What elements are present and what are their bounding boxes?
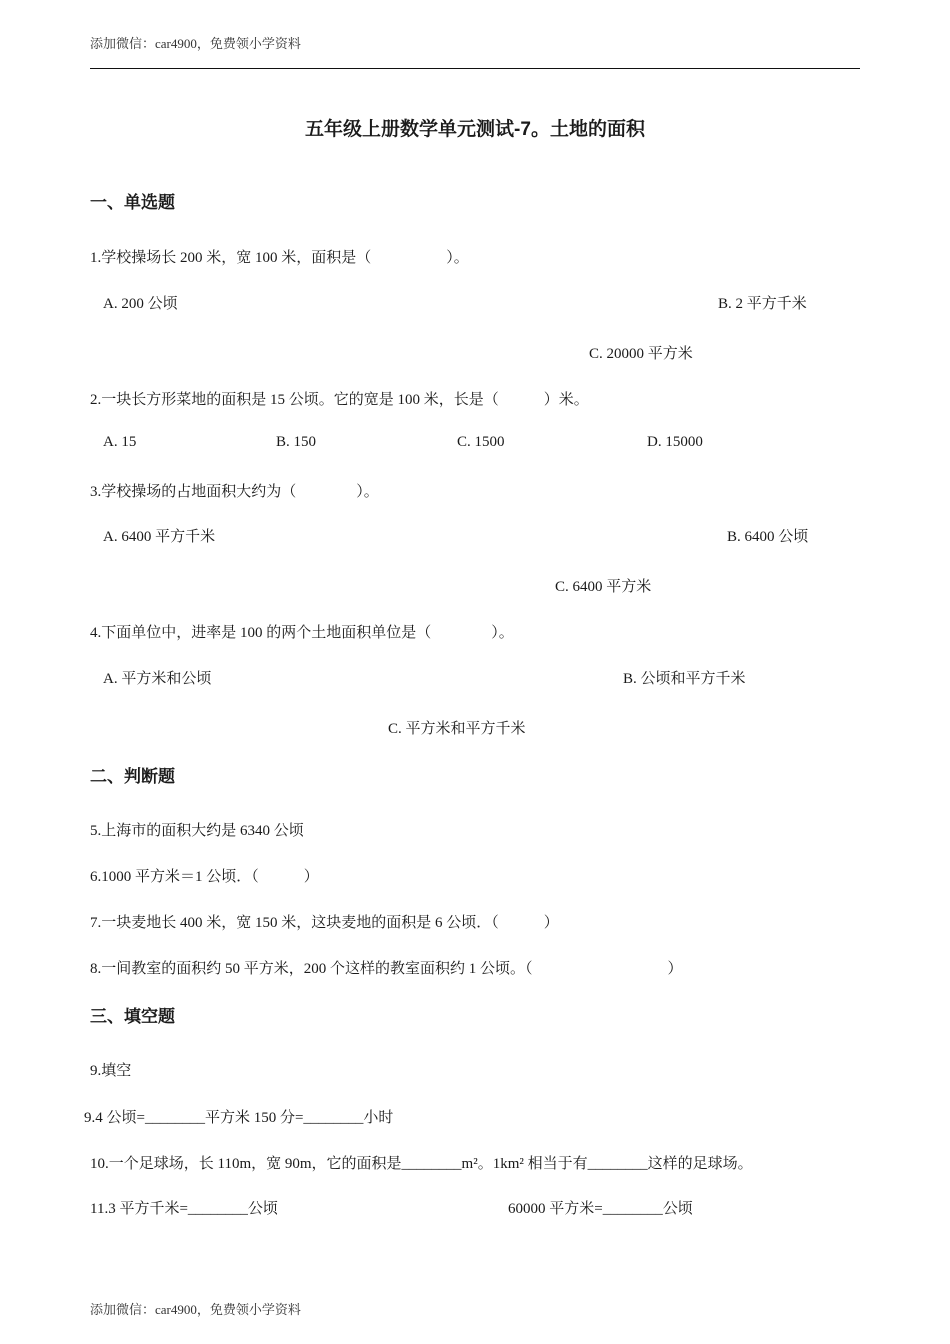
- q4-option-a: A. 平方米和公顷: [103, 671, 212, 687]
- page-title: 五年级上册数学单元测试-7。土地的面积: [305, 119, 645, 140]
- question-7: 7.一块麦地长 400 米，宽 150 米，这块麦地的面积是 6 公顷．（ ）: [90, 915, 559, 931]
- q2-option-d: D. 15000: [647, 434, 703, 450]
- question-5: 5.上海市的面积大约是 6340 公顷: [90, 823, 304, 839]
- question-3: 3.学校操场的占地面积大约为（ ）。: [90, 484, 379, 500]
- question-2: 2.一块长方形菜地的面积是 15 公顷。它的宽是 100 米，长是（ ）米。: [90, 392, 589, 408]
- q4-option-b: B. 公顷和平方千米: [623, 671, 746, 687]
- section-heading-single-choice: 一、单选题: [90, 193, 175, 212]
- question-9-blanks: 9.4 公顷=________平方米 150 分=________小时: [84, 1110, 394, 1126]
- q4-option-c: C. 平方米和平方千米: [388, 721, 526, 737]
- q3-option-a: A. 6400 平方千米: [103, 529, 216, 545]
- question-1: 1.学校操场长 200 米，宽 100 米，面积是（ ）。: [90, 250, 469, 266]
- question-6: 6.1000 平方米＝1 公顷．（ ）: [90, 869, 319, 885]
- header-divider: [90, 68, 860, 69]
- q3-option-c: C. 6400 平方米: [555, 579, 652, 595]
- q2-option-b: B. 150: [276, 434, 317, 450]
- q2-option-a: A. 15: [103, 434, 137, 450]
- q3-option-b: B. 6400 公顷: [727, 529, 809, 545]
- section-heading-fill-blank: 三、填空题: [90, 1007, 175, 1026]
- section-heading-true-false: 二、判断题: [90, 767, 175, 786]
- question-11-part-b: 60000 平方米=________公顷: [508, 1201, 693, 1217]
- q1-option-c: C. 20000 平方米: [589, 346, 693, 362]
- q1-option-a: A. 200 公顷: [103, 296, 178, 312]
- q1-option-b: B. 2 平方千米: [718, 296, 807, 312]
- question-10: 10.一个足球场，长 110m，宽 90m，它的面积是________m²。1km² 相当于有________这样的足球场。: [90, 1156, 753, 1172]
- header-note: 添加微信：car4900，免费领小学资料: [90, 36, 301, 51]
- question-9: 9.填空: [90, 1063, 132, 1079]
- question-4: 4.下面单位中，进率是 100 的两个土地面积单位是（ ）。: [90, 625, 514, 641]
- footer-note: 添加微信：car4900，免费领小学资料: [90, 1302, 301, 1317]
- question-11-part-a: 11.3 平方千米=________公顷: [90, 1201, 278, 1217]
- question-8: 8.一间教室的面积约 50 平方米，200 个这样的教室面积约 1 公顷。（ ）: [90, 961, 683, 977]
- q2-option-c: C. 1500: [457, 434, 505, 450]
